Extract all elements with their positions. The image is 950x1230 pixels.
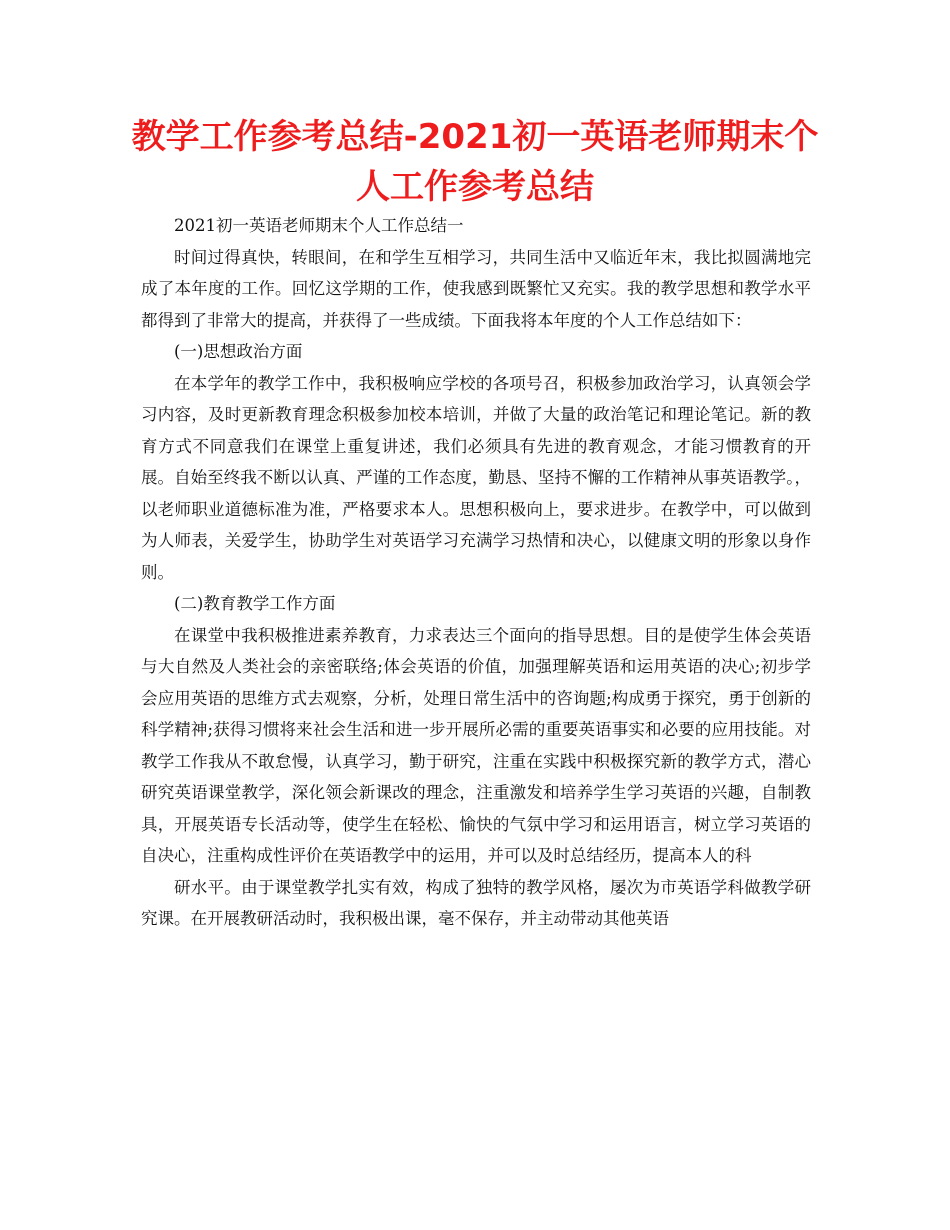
paragraph-teaching: 在课堂中我积极推进素养教育，力求表达三个面向的指导思想。目的是使学生体会英语与大自然及人类社会的亲密联络;体会英语的价值，加强理解英语和运用英语的决心;初步学会应用英语的思维方式去观察，分析，处理日常生活中的咨询题;构成勇于探究，勇于创新的科学精神;获得习惯将来社会生活和进一步开展所必需的重要英语事实和必要的应用技能。对教学工作我从不敢怠慢，认真学习，勤于研究，注重在实践中积极探究新的教学方式，潜心研究英语课堂教学，深化领会新课改的理念，注重激发和培养学生学习英语的兴趣，自制教具，开展英语专长活动等，使学生在轻松、愉快的气氛中学习和运用语言，树立学习英语的自决心，注重构成性评价在英语教学中的运用，并可以及时总结经历，提高本人的科 — [141, 625, 811, 865]
section-heading-teaching: (二)教育教学工作方面 — [174, 594, 336, 613]
document-body — [141, 210, 811, 935]
paragraph-intro: 时间过得真快，转眼间，在和学生互相学习，共同生活中又临近年末，我比拟圆满地完成了本年度的工作。回忆这学期的工作，使我感到既繁忙又充实。我的教学思想和教学水平都得到了非常大的提高，并获得了一些成绩。下面我将本年度的个人工作总结如下： — [141, 247, 811, 330]
section-heading-ideology: (一)思想政治方面 — [174, 342, 303, 361]
paragraph-research: 研水平。由于课堂教学扎实有效，构成了独特的教学风格，屡次为市英语学科做教学研究课。在开展教研活动时，我积极出课，毫不保存，并主动带动其他英语 — [141, 877, 811, 928]
document-title: 教学工作参考总结-2021初一英语老师期末个人工作参考总结 — [131, 117, 819, 207]
paragraph-ideology: 在本学年的教学工作中，我积极响应学校的各项号召，积极参加政治学习，认真领会学习内容，及时更新教育理念积极参加校本培训，并做了大量的政治笔记和理论笔记。新的教育方式不同意我们在课堂上重复讲述，我们必须具有先进的教育观念，才能习惯教育的开展。自始至终我不断以认真、严谨的工作态度，勤恳、坚持不懈的工作精神从事英语教学。，以老师职业道德标准为准，严格要求本人。思想积极向上，要求进步。在教学中，可以做到为人师表，关爱学生，协助学生对英语学习充满学习热情和决心，以健康文明的形象以身作则。 — [141, 373, 811, 582]
paragraph-subtitle: 2021初一英语老师期末个人工作总结一 — [174, 216, 464, 235]
